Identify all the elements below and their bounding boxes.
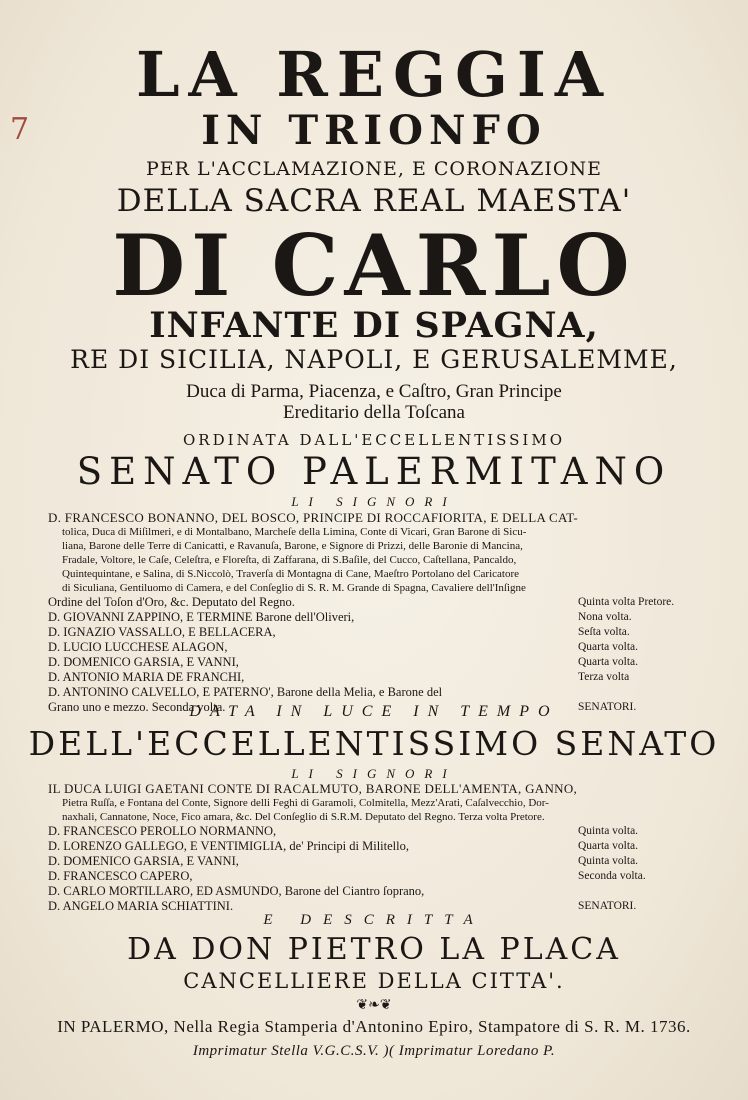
senato1-member-row [48,610,688,625]
author-title: CANCELLIERE DELLA CITTA'. [183,969,565,993]
member-name: D. ANGELO MARIA SCHIATTINI. [48,899,234,913]
title-la-reggia: LA REGGIA [135,38,613,111]
member-role: SENATORI. [578,900,637,912]
member-name: D. DOMENICO GARSIA, E VANNI, [48,655,239,669]
senato1-body-line: liana, Barone delle Terre di Canicattì, e Ravanuſa, Barone, e Signore di Prizzi, delle Baronie di Mancina, [62,540,523,552]
senato1-body-line: di Siculiana, Gentiluomo di Camera, e del Conſeglio di S. R. M. Grande di Spagna, Cavaliere dell'Inſigne [62,582,526,594]
member-name: Ordine del Toſon d'Oro, &c. Deputato del Regno. [48,595,295,609]
member-name: D. FRANCESCO PEROLLO NORMANNO, [48,824,277,838]
senato2-member-row [48,839,688,854]
signori-heading-1: LI SIGNORI [291,494,457,509]
member-role: Quarta volta. [578,641,639,653]
senato-list-2 [48,781,688,914]
senato1-member-row [48,670,688,685]
title-infante: INFANTE DI SPAGNA, [149,305,599,346]
member-role: Quarta volta. [578,656,639,668]
senato1-member-row [48,625,688,640]
senato2-member-row [48,854,688,869]
title-ereditario: Ereditario della Toſcana [283,402,465,423]
title-senato-palermitano: SENATO PALERMITANO [76,450,672,493]
title-in-trionfo: IN TRIONFO [201,107,547,154]
senato2-member-row [48,824,688,839]
senato1-body-line: tolica, Duca di Miſilmeri, e di Montalbano, Marcheſe della Limina, Conte di Vicari, Gran Barone di Sicu- [62,526,527,538]
member-name: D. FRANCESCO CAPERO, [48,869,193,883]
e-descritta-heading: E DESCRITTA [263,912,485,928]
senato1-body-line: Quintequintane, e Salina, di S.Niccolò, Traverſa di Montagna di Cane, Maeſtro Portolano del Caricatore [62,568,520,580]
signori-heading-2: LI SIGNORI [291,766,457,781]
member-role: Seconda volta. [578,870,646,882]
member-role: Seſta volta. [578,626,630,638]
title-sacra-real: DELLA SACRA REAL MAESTA' [116,183,632,219]
member-role: Terza volta [578,671,630,683]
member-name: D. GIOVANNI ZAPPINO, E TERMINE Barone dell'Oliveri, [48,610,355,624]
senato1-member-row [48,595,688,610]
title-di-carlo: DI CARLO [112,216,636,315]
senato2-body-line: Pietra Ruſſa, e Fontana del Conte, Signore delli Feghi di Garamoli, Colmitella, Mezz'Arati, Caſalvecchio, Dor- [62,797,549,809]
printer-ornament-icon: ❦❧❦ [356,997,392,1013]
data-in-luce-heading: DATA IN LUCE IN TEMPO [189,703,559,720]
member-name: D. ANTONINO CALVELLO, E PATERNO', Barone della Melia, e Barone del [48,685,443,699]
member-name: D. LUCIO LUCCHESE ALAGON, [48,640,228,654]
imprimatur-line: Imprimatur Stella V.G.C.S.V. )( Imprimatur Loredano P. [192,1043,556,1059]
member-role: Quinta volta. [578,855,639,867]
title-acclamazione: PER L'ACCLAMAZIONE, E CORONAZIONE [145,158,603,180]
member-role: Quarta volta. [578,840,639,852]
member-role: Quinta volta Pretore. [578,596,675,608]
member-name: D. CARLO MORTILLARO, ED ASMUNDO, Barone del Ciantro ſoprano, [48,884,425,898]
member-name: D. DOMENICO GARSIA, E VANNI, [48,854,239,868]
senato2-member-row [48,884,688,899]
member-name: D. IGNAZIO VASSALLO, E BELLACERA, [48,625,276,639]
senato1-member-row [48,655,688,670]
edge-ink-mark: 7 [10,112,30,147]
member-role [578,685,688,700]
imprint-line: IN PALERMO, Nella Regia Stamperia d'Antonino Epiro, Stampatore di S. R. M. 1736. [57,1017,691,1036]
member-role: Quinta volta. [578,825,639,837]
senato2-lead: IL DUCA LUIGI GAETANI CONTE DI RACALMUTO, BARONE DELL'AMENTA, GANNO, [48,781,578,796]
senato1-member-row [48,640,688,655]
member-name: D. ANTONIO MARIA DE FRANCHI, [48,670,245,684]
senato1-body-line: Fradale, Voltore, le Caſe, Celeſtra, e Floreſta, di Zaffarana, di S.Baſile, del Cucco, Caſtellana, Pancaldo, [62,554,517,566]
member-role: SENATORI. [578,701,637,713]
member-role: Nona volta. [578,611,632,623]
senato-list-1 [48,510,688,715]
dell-eccellentissimo-senato: DELL'ECCELLENTISSIMO SENATO [28,724,720,763]
member-role [578,884,688,899]
senato2-body-line: naxhali, Cannatone, Noce, Fico amara, &c. Del Conſeglio di S.R.M. Deputato del Regno. Terza volta Pretore. [62,811,545,823]
senato1-lead: D. FRANCESCO BONANNO, DEL BOSCO, PRINCIPE DI ROCCAFIORITA, E DELLA CAT- [48,510,578,525]
senato1-member-row [48,685,688,700]
title-duca-parma: Duca di Parma, Piacenza, e Caſtro, Gran Principe [186,381,562,402]
member-name: Grano uno e mezzo. Seconda volta. [48,700,226,714]
member-name: D. LORENZO GALLEGO, E VENTIMIGLIA, de' Principi di Militello, [48,839,409,853]
senato2-member-row [48,869,688,884]
title-ordinata: ORDINATA DALL'ECCELLENTISSIMO [182,431,566,449]
title-re-di-sicilia: RE DI SICILIA, NAPOLI, E GERUSALEMME, [70,345,678,374]
author-line: DA DON PIETRO LA PLACA [127,932,621,967]
